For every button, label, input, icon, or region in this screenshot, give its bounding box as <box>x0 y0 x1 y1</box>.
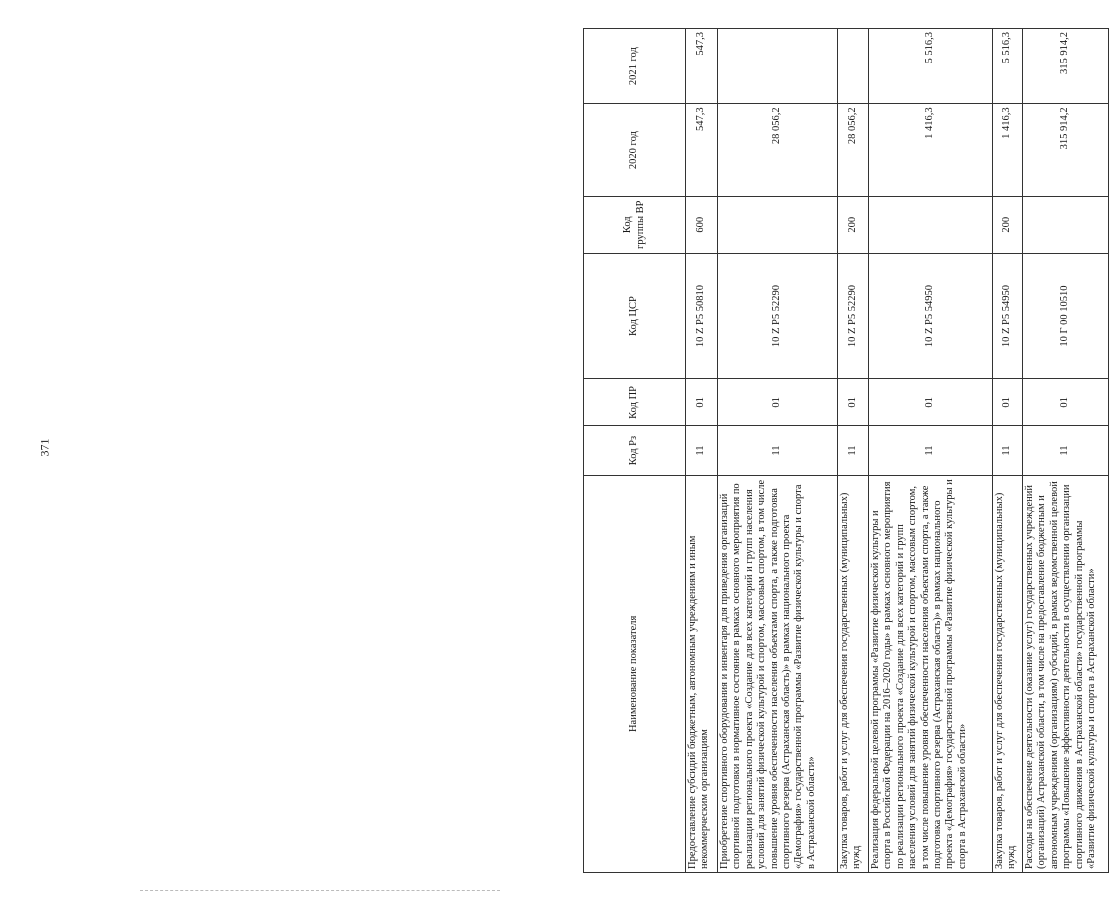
row-rz: 11 <box>686 426 718 475</box>
header-rz: Код Рз <box>584 426 686 475</box>
table-row <box>718 29 838 873</box>
row-2021: 5 516,3 <box>993 29 1023 104</box>
row-2021: 315 914,2 <box>1023 29 1109 104</box>
rotated-page-content <box>583 28 1108 873</box>
table-row <box>993 29 1023 873</box>
row-vr: 200 <box>993 196 1023 253</box>
header-2020: 2020 год <box>584 104 686 197</box>
row-vr: 600 <box>686 196 718 253</box>
row-2021: 547,3 <box>686 29 718 104</box>
header-pr: Код ПР <box>584 379 686 426</box>
row-2020: 28 056,2 <box>838 104 869 197</box>
row-pr: 01 <box>993 379 1023 426</box>
header-name: Наименование показателя <box>584 475 686 872</box>
row-csr: 10 Г 00 10510 <box>1023 253 1109 379</box>
budget-table <box>583 28 1109 873</box>
row-2020: 315 914,2 <box>1023 104 1109 197</box>
row-rz: 11 <box>993 426 1023 475</box>
row-vr <box>718 196 838 253</box>
row-csr: 10 Z P5 54950 <box>869 253 993 379</box>
row-2020: 28 056,2 <box>718 104 838 197</box>
row-name: Предоставление субсидий бюджетным, автономным учреждениям и иным некоммерческим организациям <box>686 475 718 872</box>
row-2020: 547,3 <box>686 104 718 197</box>
row-vr <box>869 196 993 253</box>
row-name: Приобретение спортивного оборудования и инвентаря для приведения организаций спортивной подготовки в нормативное состояние в рамках основного мероприятия по реализации регионального проекта «Создание для всех категорий и групп населения условий для занятий физической культурой и спортом, массовым спортом, в том числе повышение уровня обеспеченности населения объектами спорта, а также подготовка спортивного резерва (Астраханская область)» в рамках национального проекта «Демография» государственной программы «Развитие физической культуры и спорта в Астраханской области» <box>718 475 838 872</box>
header-row <box>584 29 686 873</box>
row-2021 <box>718 29 838 104</box>
row-csr: 10 Z P5 50810 <box>686 253 718 379</box>
row-vr: 200 <box>838 196 869 253</box>
row-pr: 01 <box>1023 379 1109 426</box>
table-row <box>1023 29 1109 873</box>
row-name: Расходы на обеспечение деятельности (оказание услуг) государственных учреждений (организаций) Астраханской области, в том числе на предоставление бюджетным и автономным учреждениям (организациям) субсидий, в рамках ведомственной целевой программы «Повышение эффективности деятельности в осуществлении организации спортивного движения в Астраханской области» государственной программы «Развитие физической культуры и спорта в Астраханской области» <box>1023 475 1109 872</box>
row-pr: 01 <box>686 379 718 426</box>
row-pr: 01 <box>718 379 838 426</box>
row-rz: 11 <box>1023 426 1109 475</box>
page-number: 371 <box>37 438 52 457</box>
row-2021 <box>838 29 869 104</box>
table-row <box>686 29 718 873</box>
row-csr: 10 Z P5 52290 <box>838 253 869 379</box>
row-rz: 11 <box>838 426 869 475</box>
scan-footer-line <box>140 890 500 891</box>
row-name: Закупка товаров, работ и услуг для обеспечения государственных (муниципальных) нужд <box>838 475 869 872</box>
row-pr: 01 <box>838 379 869 426</box>
row-name: Закупка товаров, работ и услуг для обеспечения государственных (муниципальных) нужд <box>993 475 1023 872</box>
row-csr: 10 Z P5 52290 <box>718 253 838 379</box>
row-2020: 1 416,3 <box>993 104 1023 197</box>
table-row <box>869 29 993 873</box>
header-vr: Код группы ВР <box>584 196 686 253</box>
header-2021: 2021 год <box>584 29 686 104</box>
row-rz: 11 <box>869 426 993 475</box>
table-row <box>838 29 869 873</box>
row-2020: 1 416,3 <box>869 104 993 197</box>
row-2021: 5 516,3 <box>869 29 993 104</box>
row-vr <box>1023 196 1109 253</box>
row-rz: 11 <box>718 426 838 475</box>
row-name: Реализация федеральной целевой программы «Развитие физической культуры и спорта в Российской Федерации на 2016–2020 годы» в рамках основного мероприятия по реализации регионального проекта «Создание для всех категорий и групп населения условий для занятий физической культурой и спортом, массовым спортом, в том числе повышение уровня обеспеченности населения объектами спорта, а также подготовка спортивного резерва (Астраханская область)» в рамках национального проекта «Демография» государственной программы «Развитие физической культуры и спорта в Астраханской области» <box>869 475 993 872</box>
row-csr: 10 Z P5 54950 <box>993 253 1023 379</box>
row-pr: 01 <box>869 379 993 426</box>
header-csr: Код ЦСР <box>584 253 686 379</box>
